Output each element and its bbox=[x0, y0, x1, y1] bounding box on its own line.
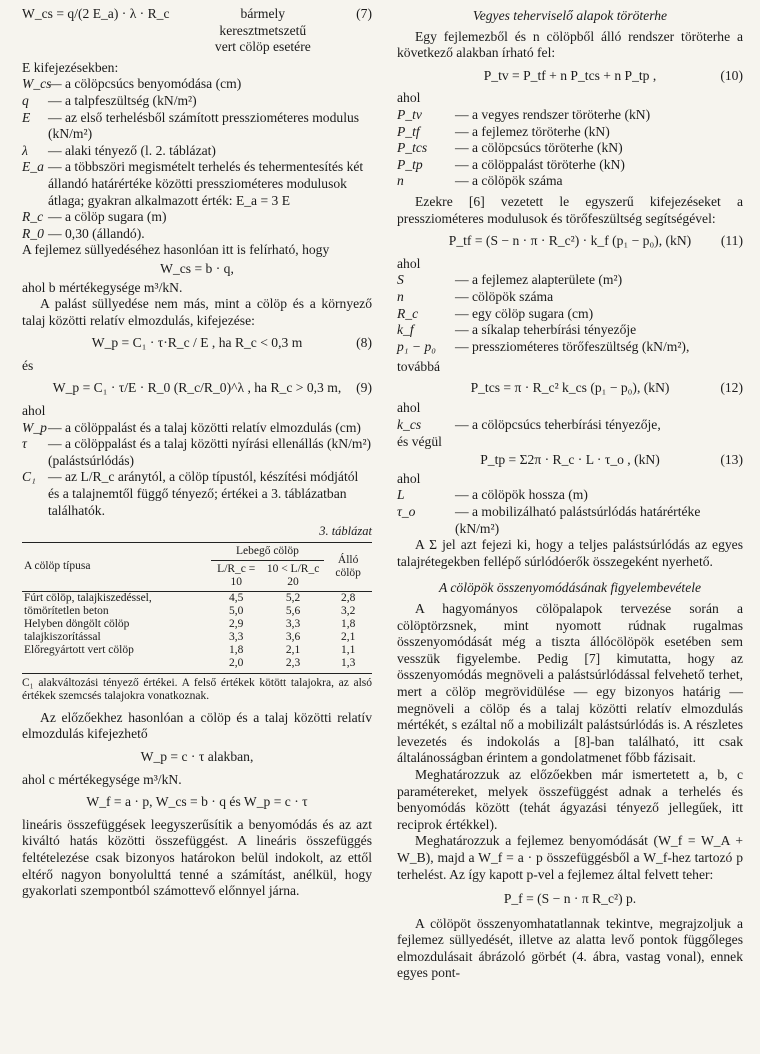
table-cell-pair bbox=[211, 618, 262, 644]
header-standing: Álló cölöp bbox=[324, 542, 372, 591]
paragraph: lineáris összefüggések leegyszerűsítik a benyomódás és az azt kiváltó hatás közötti összefüggést. A lineáris összefüggés feltételezése csak bizonyos határokon belül indokolt, az ettől eltérő nagyon bonyolulttá tenné a számítást, anélkül, hogy gyakorlati szempontból számottevő előnnyel járna. bbox=[22, 816, 372, 899]
def-text: — a cölöp sugara (m) bbox=[48, 209, 167, 225]
equation-11-text: P_tf = (S − n · π · R_c²) · k_f (p₁ − p₀), (kN) bbox=[448, 233, 692, 249]
equation-9-number: (9) bbox=[356, 380, 372, 396]
def-symbol: P_tv bbox=[397, 106, 422, 122]
paragraph: ahol c mértékegysége m³/kN. bbox=[22, 771, 182, 787]
def-text: — a vegyes rendszer töröterhe (kN) bbox=[455, 106, 651, 122]
def-text: — a cölöpök száma bbox=[455, 173, 563, 189]
definition-item bbox=[22, 143, 372, 160]
def-symbol: P_tf bbox=[397, 123, 420, 139]
definition-item bbox=[397, 339, 743, 356]
definition-kcs bbox=[397, 417, 743, 434]
word-es: és bbox=[22, 357, 34, 373]
cohesive-value: 4,5 bbox=[229, 591, 244, 604]
def-symbol: k_cs bbox=[397, 417, 422, 433]
def-text: — a cölöpcsúcs töröterhe (kN) bbox=[455, 140, 623, 156]
table-cell: Fúrt cölöp, talajkiszedéssel, tömörítetlen beton bbox=[24, 591, 152, 617]
def-symbol: S bbox=[397, 272, 404, 288]
definition-item bbox=[22, 420, 372, 437]
definitions-list-4 bbox=[397, 272, 743, 355]
table-cell-pair bbox=[211, 644, 262, 674]
equation-10-text: P_tv = P_tf + n P_tcs + n P_tp , bbox=[483, 67, 657, 83]
def-symbol: R_0 bbox=[22, 225, 44, 241]
definition-item bbox=[397, 140, 743, 157]
definition-item bbox=[22, 226, 372, 243]
def-text: — a cölöppalást és a talaj közötti nyírási ellenállás (kN/m²) (palástsúrlódás) bbox=[48, 436, 372, 468]
def-text: — a cölöppalást töröterhe (kN) bbox=[455, 156, 625, 172]
definition-item bbox=[397, 124, 743, 141]
word-es-vegul: és végül bbox=[397, 433, 442, 449]
table-cell-pair bbox=[211, 591, 262, 618]
definition-item bbox=[397, 306, 743, 323]
def-text: — a cölöpcsúcs benyomódása (cm) bbox=[48, 76, 242, 92]
equation-8-number: (8) bbox=[356, 335, 372, 351]
definition-item bbox=[397, 487, 743, 504]
equation-10 bbox=[397, 68, 743, 85]
cohesive-value: 1,8 bbox=[229, 643, 244, 656]
def-text: — a cölöppalást és a talaj közötti relatív elmozdulás (cm) bbox=[48, 419, 361, 435]
def-symbol: τ bbox=[22, 436, 27, 452]
definitions-list-3 bbox=[397, 107, 743, 190]
def-symbol: n bbox=[397, 173, 404, 189]
equation-12-number: (12) bbox=[720, 379, 743, 395]
definition-item bbox=[22, 110, 372, 143]
def-symbol: q bbox=[22, 92, 29, 108]
paragraph: A Σ jel azt fejezi ki, hogy a teljes palástsúrlódás az egyes talajrétegekben fellépő súrlódóerők összegeként nyerhető. bbox=[397, 537, 743, 569]
def-symbol: R_c bbox=[22, 209, 44, 225]
equation-linear: W_f = a · p, W_cs = b · q és W_p = c · τ bbox=[86, 794, 308, 810]
header-ratio-1: L/R_c = 10 bbox=[211, 560, 262, 591]
def-symbol: n bbox=[397, 288, 404, 304]
section-heading-2: A cölöpök összenyomódásának figyelembevétele bbox=[438, 580, 702, 596]
equation-7-number: (7) bbox=[356, 6, 372, 21]
def-symbol: E bbox=[22, 109, 31, 125]
definition-item bbox=[22, 469, 372, 519]
cohesive-value: 1,8 bbox=[340, 617, 356, 630]
def-symbol: P_tp bbox=[397, 156, 423, 172]
def-symbol: W_cs bbox=[22, 76, 52, 92]
granular-value: 3,2 bbox=[340, 604, 356, 617]
paragraph: A hagyományos cölöpalapok tervezése során a cölöptörzsnek, mint nyomott rúdnak rugalmas összenyomódását még a tiszta állócölöpök esetében sem vesszük figyelembe. Pedig [7] kimutatta, hogy az összenyomódás megnöveli a palástsúrlódással felvehető terhet, mert a cölöp megrövidülése — egy bizonyos határig — megnöveli a cölöp és a talaj közötti relatív elmozdulás mértékét, s ezáltal nő a mobilizált palástsúrlódás is. A részletes levezetés és indokolás a [8]-ban található, itt csak általánosságban érintem a gondolatmenet főbb fázisait. bbox=[397, 601, 743, 766]
word-ahol: ahol bbox=[397, 400, 421, 416]
def-text: — a cölöpcsúcs teherbírási tényezője, bbox=[455, 417, 661, 433]
right-column bbox=[397, 6, 743, 982]
def-text: — pressziométeres törőfeszültség (kN/m²), bbox=[455, 338, 690, 354]
equation-8 bbox=[22, 335, 372, 352]
def-symbol: k_f bbox=[397, 322, 414, 338]
equation-9-text: W_p = C₁ · τ/E · R_0 (R_c/R_0)^λ , ha R_c > 0,3 m, bbox=[52, 380, 342, 396]
equation-13 bbox=[397, 452, 743, 469]
word-ahol: ahol bbox=[397, 470, 421, 486]
table-cell-pair bbox=[262, 618, 324, 644]
equation-11-number: (11) bbox=[720, 233, 743, 249]
def-symbol: τ_o bbox=[397, 504, 416, 520]
table-cell-pair bbox=[262, 591, 324, 618]
cohesive-value: 3,3 bbox=[285, 617, 301, 630]
paragraph: Meghatározzuk a fejlemez benyomódását (W_f = W_A + W_B), majd a W_f = a · p összefüggésből a W_f-hez tartozó p terhelést. Az így kapott p-vel a fejlemez által felvett teher: bbox=[397, 833, 743, 882]
header-ratio-2: 10 < L/R_c 20 bbox=[262, 560, 324, 591]
equation-7-cond1: bármely bbox=[240, 6, 286, 21]
word-ahol: ahol bbox=[397, 255, 421, 271]
granular-value: 3,3 bbox=[229, 630, 244, 643]
def-text: — az első terhelésből számított pressziométeres modulus (kN/m²) bbox=[48, 109, 360, 142]
equation-12-text: P_tcs = π · R_c² k_cs (p₁ − p₀), (kN) bbox=[470, 379, 670, 395]
definition-item bbox=[22, 76, 372, 93]
def-text: — az L/R_c aránytól, a cölöp típustól, készítési módjától és a talajnemtől függő tényező; értékei a 3. táblázatban találhatók. bbox=[48, 469, 359, 518]
equation-10-number: (10) bbox=[720, 67, 743, 83]
def-text: — a síkalap teherbírási tényezője bbox=[455, 322, 637, 338]
granular-value: 5,6 bbox=[285, 604, 301, 617]
word-ahol: ahol bbox=[22, 403, 46, 419]
table-cell-pair bbox=[324, 591, 372, 618]
definition-item bbox=[22, 159, 372, 209]
paragraph: Meghatározzuk az előzőekben már ismertetett a, b, c paramétereket, melyek összefüggést adnak a terhelés és benyomódás között (tehát ágyazási tényező jellegűek, itt reciprok értékkel). bbox=[397, 766, 743, 832]
paragraph: A cölöpöt összenyomhatatlannak tekintve, megrajzoljuk a fejlemez süllyedését, illetve az alatta levő pontok függőleges elmozdulásait ábrázoló görbét (4. ábra, vastag vonal), ennek egyes pont- bbox=[397, 915, 743, 981]
paragraph: Az előzőekhez hasonlóan a cölöp és a talaj közötti relatív elmozdulás kifejezhető bbox=[22, 709, 372, 742]
definition-item bbox=[397, 289, 743, 306]
granular-value: 3,6 bbox=[285, 630, 301, 643]
section-heading-1: Vegyes teherviselő alapok töröterhe bbox=[472, 8, 668, 23]
definitions-list-1 bbox=[22, 76, 372, 242]
equation-7-cond2: keresztmetszetű bbox=[219, 22, 307, 38]
equation-7-lhs: W_cs = q/(2 E_a) · λ · R_c bbox=[22, 6, 170, 21]
def-text: — a többszöri megismételt terhelés és tehermentesítés két állandó határértéke közötti pressziométeres modulusok átlaga; gyakran alkalmazott érték: E_a = 3 E bbox=[48, 159, 364, 208]
word-tovabba: továbbá bbox=[397, 359, 441, 375]
def-text: — a fejlemez alapterülete (m²) bbox=[455, 272, 623, 288]
definitions-list-2 bbox=[22, 420, 372, 520]
equation-9 bbox=[22, 380, 372, 397]
def-symbol: p₁ − p₀ bbox=[397, 338, 437, 354]
equation-11 bbox=[397, 233, 743, 250]
definition-item bbox=[397, 504, 743, 537]
paragraph: A fejlemez süllyedéséhez hasonlóan itt is felírható, hogy bbox=[22, 242, 330, 258]
cohesive-value: 5,2 bbox=[285, 591, 301, 604]
table-cell-pair bbox=[324, 618, 372, 644]
table-cell: Helyben döngölt cölöp talajkiszorítással bbox=[24, 617, 130, 643]
equation-13-number: (13) bbox=[720, 452, 743, 468]
granular-value: 2,3 bbox=[285, 656, 301, 669]
def-symbol: λ bbox=[22, 142, 28, 158]
def-text: — a fejlemez töröterhe (kN) bbox=[455, 123, 610, 139]
def-symbol: L bbox=[397, 487, 405, 503]
table-cell: Előregyártott vert cölöp bbox=[22, 644, 211, 674]
table-cell-pair bbox=[262, 644, 324, 674]
cohesive-value: 2,9 bbox=[229, 617, 244, 630]
definition-item bbox=[397, 157, 743, 174]
paragraph: ahol b mértékegysége m³/kN. bbox=[22, 279, 183, 295]
cohesive-value: 2,8 bbox=[340, 591, 356, 604]
def-symbol: C₁ bbox=[22, 469, 36, 485]
def-text: — egy cölöp sugara (cm) bbox=[455, 305, 594, 321]
word-ahol: ahol bbox=[397, 90, 421, 106]
def-text: — alaki tényező (l. 2. táblázat) bbox=[48, 142, 216, 158]
definition-item bbox=[397, 272, 743, 289]
equation-7-cond3: vert cölöp esetére bbox=[214, 39, 311, 55]
def-text: — a talpfeszültség (kN/m²) bbox=[48, 92, 197, 108]
equation-12 bbox=[397, 380, 743, 397]
table-cell-pair bbox=[324, 644, 372, 674]
def-symbol: R_c bbox=[397, 305, 419, 321]
table-row bbox=[22, 618, 372, 644]
paragraph: A palást süllyedése nem más, mint a cölöp és a környező talaj közötti relatív elmozdulás, kifejezése: bbox=[22, 296, 372, 328]
granular-value: 2,1 bbox=[340, 630, 356, 643]
equation-wcs: W_cs = b · q, bbox=[160, 260, 234, 276]
paragraph: Ezekre [6] vezetett le egyszerű kifejezéseket a pressziométeres modulusok és törőfeszültség segítségével: bbox=[397, 193, 743, 226]
def-symbol: W_p bbox=[22, 419, 47, 435]
granular-value: 2,0 bbox=[229, 656, 244, 669]
equation-wp: W_p = c · τ alakban, bbox=[140, 749, 254, 764]
cohesive-value: 1,1 bbox=[340, 643, 356, 656]
definition-item bbox=[397, 107, 743, 124]
granular-value: 1,3 bbox=[340, 656, 356, 669]
definition-item bbox=[397, 173, 743, 190]
definition-item bbox=[397, 322, 743, 339]
equation-7 bbox=[22, 6, 372, 56]
paragraph: Egy fejlemezből és n cölöpből álló rendszer töröterhe a következő alakban írható fel: bbox=[397, 28, 743, 61]
equation-pf: P_f = (S − n · π R_c²) p. bbox=[503, 891, 637, 907]
definitions-list-5 bbox=[397, 487, 743, 537]
def-text: — a cölöpök hossza (m) bbox=[455, 487, 588, 503]
cohesive-value: 2,1 bbox=[285, 643, 301, 656]
def-text: — cölöpök száma bbox=[455, 288, 554, 304]
table-note: C₁ alakváltozási tényező értékei. A felső értékek kötött talajokra, az alsó értékek szemcsés talajokra vonatkoznak. bbox=[22, 676, 372, 703]
definition-item bbox=[22, 436, 372, 469]
equation-8-text: W_p = C₁ · τ·R_c / E , ha R_c < 0,3 m bbox=[91, 335, 303, 351]
definition-item bbox=[22, 209, 372, 226]
table-row bbox=[22, 644, 372, 674]
definition-item bbox=[22, 93, 372, 110]
header-floating: Lebegő cölöp bbox=[211, 542, 325, 560]
def-text: — a mobilizálható palástsúrlódás határértéke (kN/m²) bbox=[455, 504, 701, 536]
table-c1-values bbox=[22, 542, 372, 674]
def-text: — 0,30 (állandó). bbox=[48, 225, 145, 241]
equation-13-text: P_tp = Σ2π · R_c · L · τ_o , (kN) bbox=[480, 452, 660, 468]
header-type: A cölöp típusa bbox=[22, 542, 211, 591]
table-caption: 3. táblázat bbox=[319, 524, 372, 539]
table-row bbox=[22, 591, 372, 618]
left-column bbox=[22, 6, 372, 900]
def-symbol: P_tcs bbox=[397, 140, 428, 156]
definitions-intro: E kifejezésekben: bbox=[22, 59, 119, 75]
def-symbol: E_a bbox=[22, 159, 44, 175]
granular-value: 5,0 bbox=[229, 604, 244, 617]
